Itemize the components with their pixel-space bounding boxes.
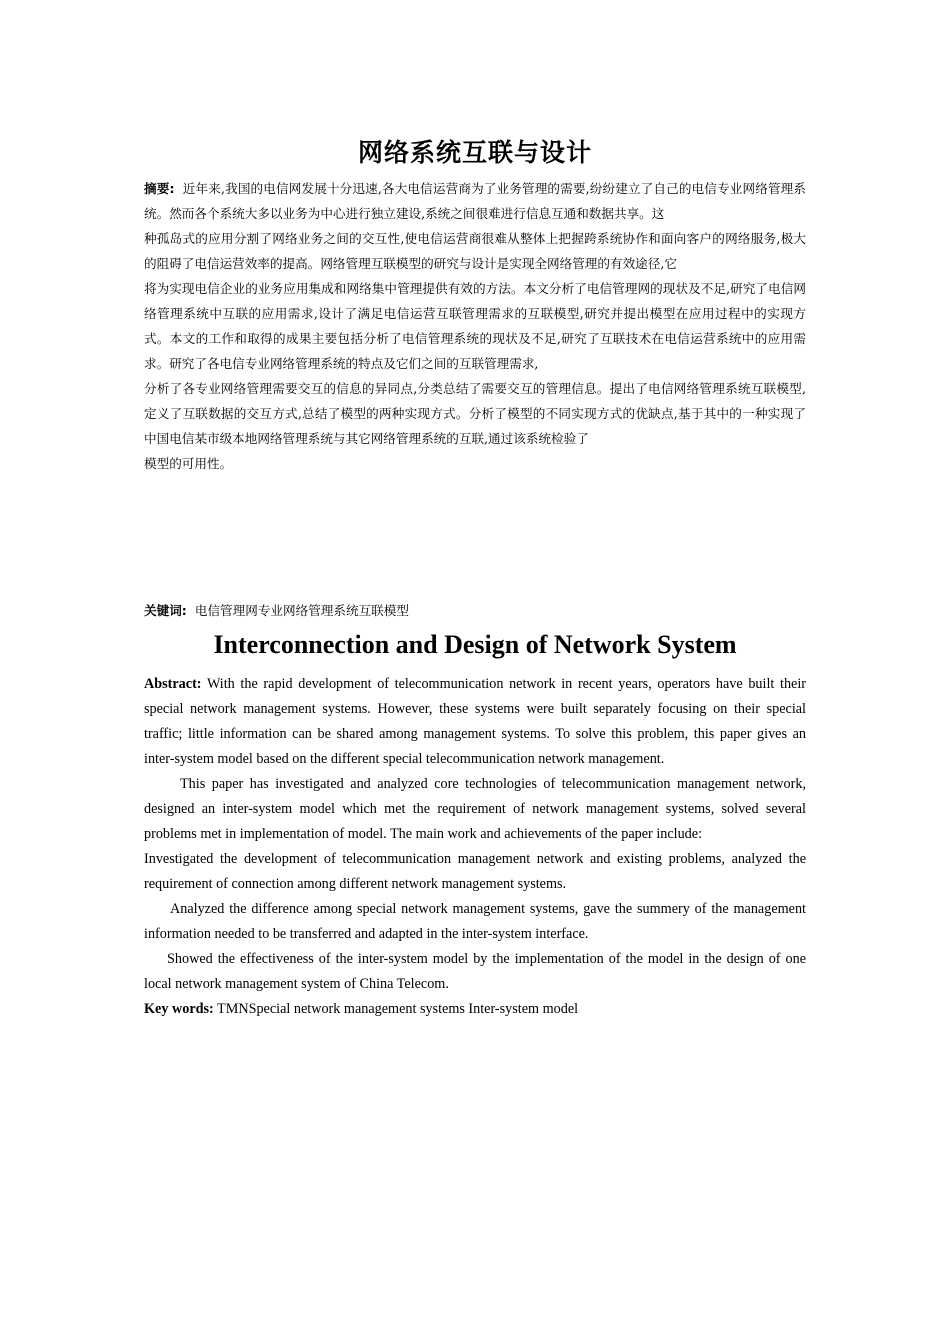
english-abstract-paragraph-4: Analyzed the difference among special network management systems, gave the summery of the management information needed to be transferred and adapted in the inter-system interface. — [144, 901, 806, 942]
english-title: Interconnection and Design of Network System — [213, 630, 737, 659]
chinese-keywords — [144, 598, 806, 623]
chinese-abstract-paragraph-4: 分析了各专业网络管理需要交互的信息的异同点,分类总结了需要交互的管理信息。提出了电信网络管理系统互联模型,定义了互联数据的交互方式,总结了模型的两种实现方式。分析了模型的不同实现方式的优缺点,基于其中的一种实现了中国电信某市级本地网络管理系统与其它网络管理系统的互联,通过该系统检验了 — [144, 381, 806, 446]
chinese-keywords-label: 关键词: — [144, 603, 187, 618]
chinese-abstract-paragraph-5: 模型的可用性。 — [144, 456, 233, 471]
english-abstract-paragraph-5: Showed the effectiveness of the inter-system model by the implementation of the model in the design of one local network management system of China Telecom. — [144, 951, 806, 992]
chinese-abstract-label: 摘要: — [144, 181, 175, 196]
chinese-abstract — [144, 176, 806, 476]
chinese-title: 网络系统互联与设计 — [357, 138, 592, 167]
chinese-keywords-text: 电信管理网专业网络管理系统互联模型 — [194, 603, 409, 618]
english-abstract-label: Abstract: — [144, 676, 202, 692]
english-keywords — [144, 997, 806, 1022]
english-keywords-label: Key words: — [144, 1001, 214, 1017]
chinese-abstract-paragraph-3: 将为实现电信企业的业务应用集成和网络集中管理提供有效的方法。本文分析了电信管理网的现状及不足,研究了电信网络管理系统中互联的应用需求,设计了满足电信运营互联管理需求的互联模型,研究并提出模型在应用过程中的实现方式。本文的工作和取得的成果主要包括分析了电信管理系统的现状及不足,研究了互联技术在电信运营系统中的应用需求。研究了各电信专业网络管理系统的特点及它们之间的互联管理需求, — [144, 281, 806, 371]
chinese-abstract-text-1: 近年来,我国的电信网发展十分迅速,各大电信运营商为了业务管理的需要,纷纷建立了自己的电信专业网络管理系统。然而各个系统大多以业务为中心进行独立建设,系统之间很难进行信息互通和数据共享。这 — [144, 181, 806, 221]
english-keywords-text: TMNSpecial network management systems Inter-system model — [217, 1001, 579, 1017]
english-abstract — [144, 672, 806, 1022]
english-abstract-paragraph-3: Investigated the development of telecommunication management network and existing problems, analyzed the requirement of connection among different network management systems. — [144, 851, 806, 892]
english-abstract-text-1: With the rapid development of telecommunication network in recent years, operators have built their special network management systems. However, these systems were built separately focusing on their special traffic; little information can be shared among management systems. To solve this problem, this paper gives an inter-system model based on the different special telecommunication network management. — [144, 676, 806, 767]
chinese-abstract-paragraph-1 — [144, 176, 806, 226]
chinese-abstract-paragraph-2: 种孤岛式的应用分割了网络业务之间的交互性,使电信运营商很难从整体上把握跨系统协作和面向客户的网络服务,极大的阻碍了电信运营效率的提高。网络管理互联模型的研究与设计是实现全网络管理的有效途径,它 — [144, 231, 806, 271]
english-abstract-paragraph-1 — [144, 672, 806, 772]
english-abstract-paragraph-2: This paper has investigated and analyzed core technologies of telecommunication management network, designed an inter-system model which met the requirement of network management systems, solved several problems met in implementation of model. The main work and achievements of the paper include: — [144, 776, 806, 842]
